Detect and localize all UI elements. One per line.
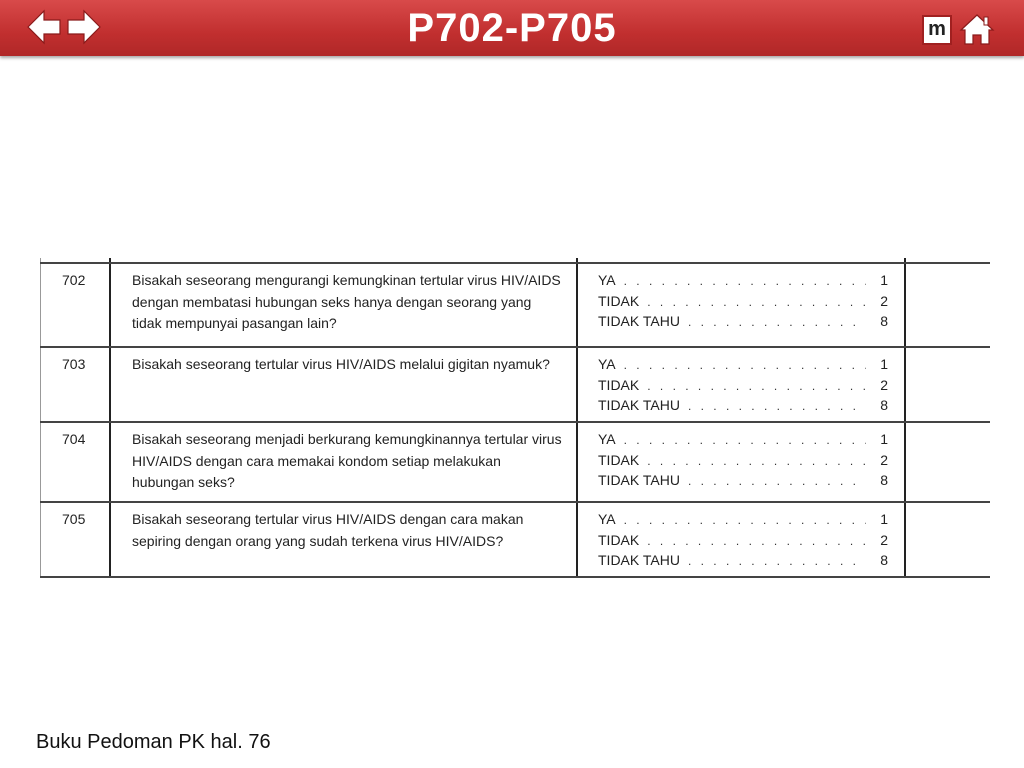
- dot-leader: [688, 551, 866, 572]
- answer-options: [598, 509, 888, 571]
- table-border: [40, 258, 41, 578]
- option-ya[interactable]: YA . . . 1: [598, 270, 888, 291]
- column-divider: [576, 258, 578, 578]
- row-divider: [40, 262, 990, 264]
- page-title: P702-P705: [407, 6, 617, 50]
- option-ya[interactable]: YA . . . 1: [598, 509, 888, 530]
- row-divider: [40, 501, 990, 503]
- footer-reference: Buku Pedoman PK hal. 76: [36, 731, 271, 753]
- dot-leader: [624, 510, 866, 531]
- answer-options: [598, 354, 888, 416]
- dot-leader: [647, 376, 866, 397]
- row-divider: [40, 421, 990, 423]
- option-tidak-tahu[interactable]: TIDAK TAHU . . . 8: [598, 470, 888, 491]
- question-text: Bisakah seseorang menjadi berkurang kemungkinannya tertular virus HIV/AIDS dengan cara memakai kondom setiap melakukan hubungan seks?: [132, 431, 562, 490]
- dot-leader: [624, 430, 866, 451]
- option-tidak[interactable]: TIDAK . . . 2: [598, 291, 888, 312]
- option-tidak[interactable]: TIDAK . . . 2: [598, 375, 888, 396]
- dot-leader: [688, 396, 866, 417]
- dot-leader: [647, 292, 866, 313]
- answer-options: [598, 429, 888, 491]
- question-number: 703: [62, 356, 86, 372]
- option-tidak[interactable]: TIDAK . . . 2: [598, 450, 888, 471]
- question-text: Bisakah seseorang tertular virus HIV/AIDS dengan cara makan sepiring dengan orang yang sudah terkena virus HIV/AIDS?: [132, 511, 524, 549]
- question-number: 702: [62, 272, 86, 288]
- question-number: 704: [62, 431, 86, 447]
- row-divider: [40, 576, 990, 578]
- answer-options: [598, 270, 888, 332]
- dot-leader: [647, 531, 866, 552]
- question-text: Bisakah seseorang mengurangi kemungkinan tertular virus HIV/AIDS dengan membatasi hubungan seks hanya dengan seorang yang tidak mempunyai pasangan lain?: [132, 272, 561, 331]
- option-tidak-tahu[interactable]: TIDAK TAHU . . . 8: [598, 550, 888, 571]
- questionnaire-table: [40, 258, 990, 578]
- option-tidak-tahu[interactable]: TIDAK TAHU . . . 8: [598, 395, 888, 416]
- option-ya[interactable]: YA . . . 1: [598, 429, 888, 450]
- option-tidak[interactable]: TIDAK . . . 2: [598, 530, 888, 551]
- option-ya[interactable]: YA . . . 1: [598, 354, 888, 375]
- dot-leader: [624, 271, 866, 292]
- dot-leader: [647, 451, 866, 472]
- question-text: Bisakah seseorang tertular virus HIV/AIDS melalui gigitan nyamuk?: [132, 356, 550, 372]
- header-bar: [0, 0, 1024, 56]
- dot-leader: [624, 355, 866, 376]
- question-number: 705: [62, 511, 86, 527]
- dot-leader: [688, 471, 866, 492]
- dot-leader: [688, 312, 866, 333]
- option-tidak-tahu[interactable]: TIDAK TAHU . . . 8: [598, 311, 888, 332]
- column-divider: [109, 258, 111, 578]
- column-divider: [904, 258, 906, 578]
- row-divider: [40, 346, 990, 348]
- menu-button[interactable]: m: [922, 15, 952, 45]
- home-icon[interactable]: [958, 10, 996, 48]
